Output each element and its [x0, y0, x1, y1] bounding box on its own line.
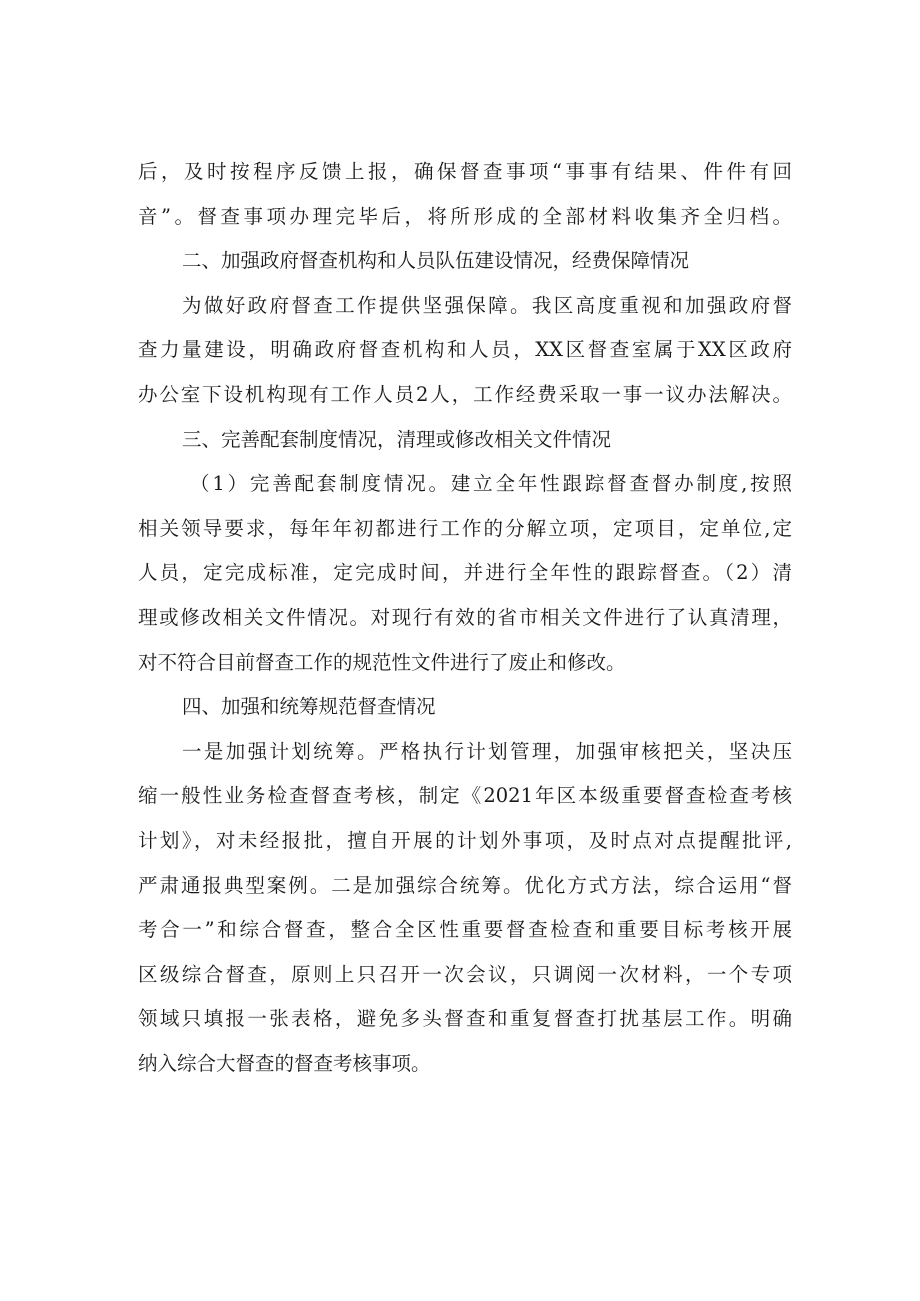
paragraph-line: 计划》，对未经报批，擅自开展的计划外事项，及时点对点提醒批评,	[138, 828, 792, 852]
paragraph-line: 办公室下设机构现有工作人员2人，工作经费采取一事一议办法解决。	[138, 382, 792, 406]
paragraph-line: 区级综合督查，原则上只召开一次会议，只调阅一次材料，一个专项	[138, 962, 792, 986]
paragraph-line: 查力量建设，明确政府督查机构和人员，XX区督查室属于XX区政府	[138, 338, 792, 362]
paragraph-line: 一是加强计划统筹。严格执行计划管理，加强审核把关，坚决压	[182, 739, 792, 763]
paragraph-line: 考合一”和综合督查，整合全区性重要督查检查和重要目标考核开展	[138, 918, 792, 942]
paragraph-line: 对不符合目前督查工作的规范性文件进行了废止和修改。	[138, 650, 626, 674]
paragraph-line: 相关领导要求，每年年初都进行工作的分解立项，定项目，定单位,定	[138, 516, 792, 540]
section-heading: 四、加强和统筹规范督查情况	[182, 695, 436, 719]
paragraph-line: 为做好政府督查工作提供坚强保障。我区高度重视和加强政府督	[182, 293, 792, 317]
paragraph-line: 音”。督查事项办理完毕后，将所形成的全部材料收集齐全归档。	[138, 204, 792, 228]
paragraph-line: 严肃通报典型案例。二是加强综合统筹。优化方式方法，综合运用“督	[138, 873, 792, 897]
document-body	[138, 150, 792, 1086]
paragraph-line: 人员，定完成标准，定完成时间，并进行全年性的跟踪督查。（2）清	[138, 561, 792, 585]
section-heading: 三、完善配套制度情况，清理或修改相关文件情况	[182, 427, 612, 451]
section-heading: 二、加强政府督查机构和人员队伍建设情况，经费保障情况	[182, 249, 690, 273]
paragraph-line: 理或修改相关文件情况。对现行有效的省市相关文件进行了认真清理，	[138, 605, 792, 629]
paragraph-line: （1）完善配套制度情况。建立全年性跟踪督查督办制度,按照	[190, 472, 792, 496]
paragraph-line: 领域只填报一张表格，避免多头督查和重复督查打扰基层工作。明确	[138, 1007, 792, 1031]
paragraph-line: 后，及时按程序反馈上报，确保督查事项“事事有结果、件件有回	[138, 160, 792, 183]
paragraph-line: 纳入综合大督查的督查考核事项。	[138, 1051, 431, 1075]
paragraph-line: 缩一般性业务检查督查考核，制定《2021年区本级重要督查检查考核	[138, 784, 792, 808]
